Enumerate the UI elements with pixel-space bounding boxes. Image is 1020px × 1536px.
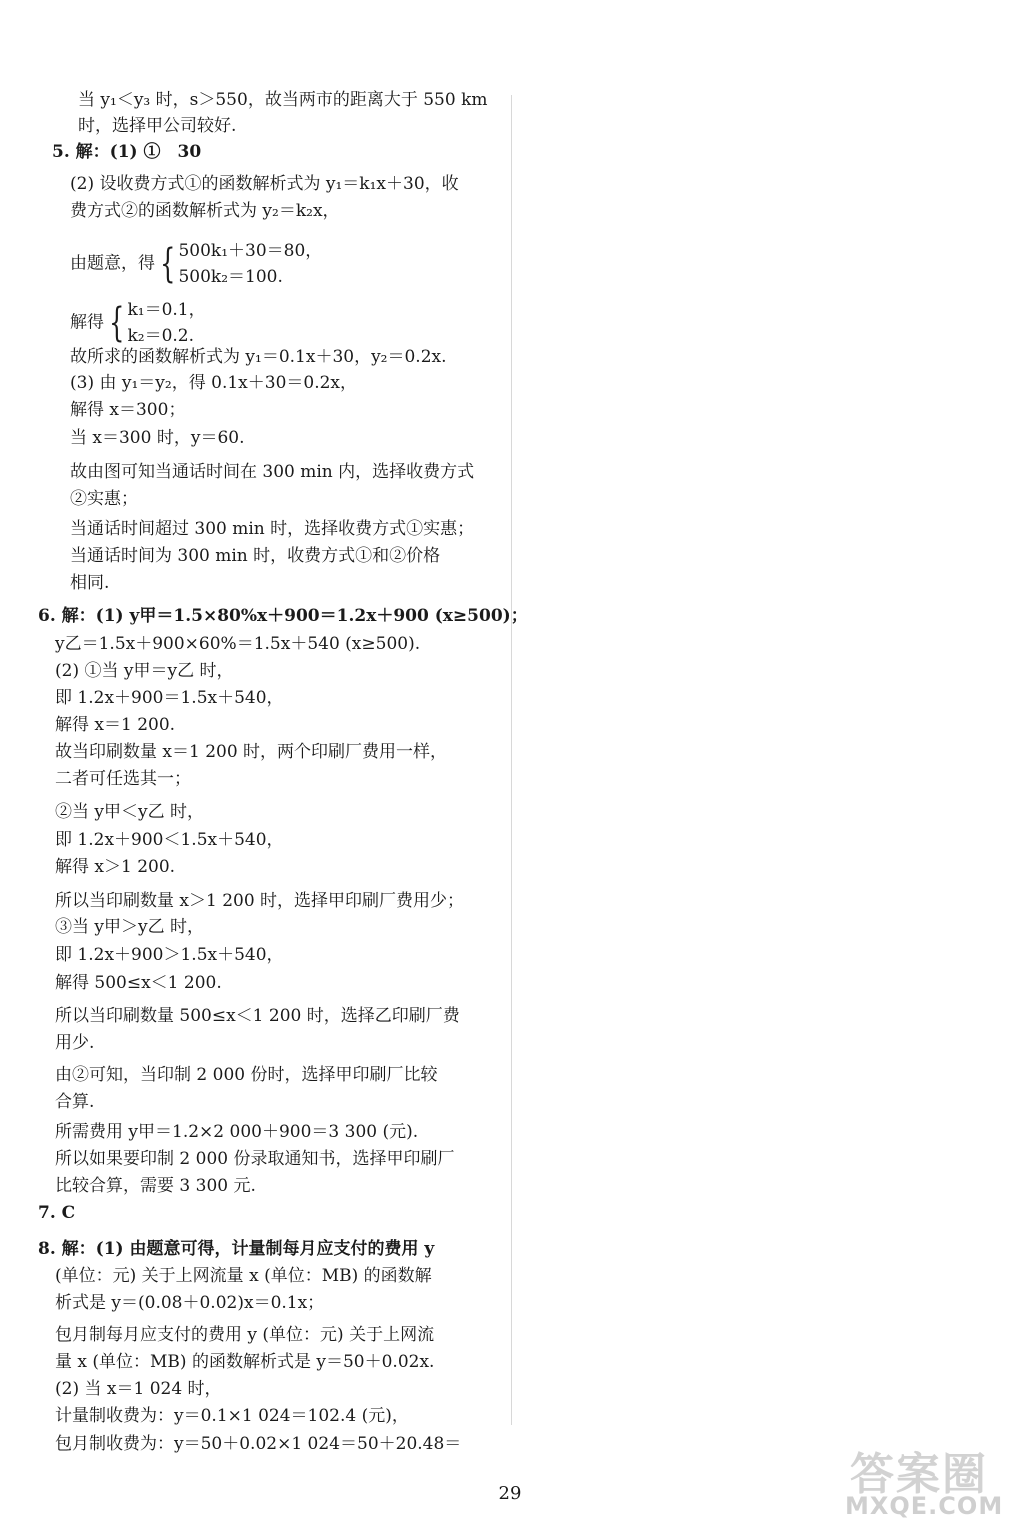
equation-system: 500k₁＋30＝80， 500k₂＝100. bbox=[178, 241, 323, 287]
text-line: 当 y₁＜y₃ 时，s＞550，故当两市的距离大于 550 km bbox=[78, 90, 488, 110]
text-line: 用少. bbox=[55, 1033, 95, 1053]
text-line: 比较合算，需要 3 300 元. bbox=[55, 1176, 256, 1196]
page-number: 29 bbox=[498, 1483, 522, 1504]
text-line: 计量制收费为：y＝0.1×1 024＝102.4 (元)， bbox=[55, 1406, 409, 1426]
text-line: 故所求的函数解析式为 y₁＝0.1x＋30，y₂＝0.2x. bbox=[70, 347, 447, 367]
question-5: 5. 解：(1) ① 30 bbox=[52, 142, 202, 162]
text-line: 当 x＝300 时，y＝60. bbox=[70, 428, 245, 448]
text-line: (单位：元) 关于上网流量 x (单位：MB) 的函数解 bbox=[55, 1266, 432, 1286]
column-divider bbox=[511, 95, 512, 1425]
text-line: 相同. bbox=[70, 573, 110, 593]
text-line: 包月制收费为：y＝50＋0.02×1 024＝50＋20.48＝ bbox=[55, 1434, 462, 1454]
text-line: ②实惠； bbox=[70, 489, 138, 509]
text-line: 解得 { k₁＝0.1， k₂＝0.2. bbox=[70, 297, 206, 321]
question-6: 6. 解：(1) y甲＝1.5×80%x＋900＝1.2x＋900 (x≥500)； bbox=[38, 606, 528, 626]
text-line: 当通话时间超过 300 min 时，选择收费方式①实惠； bbox=[70, 519, 475, 539]
text-line: 包月制每月应支付的费用 y (单位：元) 关于上网流 bbox=[55, 1325, 435, 1345]
text-line: (2) 当 x＝1 024 时， bbox=[55, 1379, 222, 1399]
text-line: 即 1.2x＋900＜1.5x＋540， bbox=[55, 830, 284, 850]
text-line: ③当 y甲＞y乙 时， bbox=[55, 917, 205, 937]
text-line: ②当 y甲＜y乙 时， bbox=[55, 802, 205, 822]
text-line: 所需费用 y甲＝1.2×2 000＋900＝3 300 (元). bbox=[55, 1122, 419, 1142]
text-line: 合算. bbox=[55, 1092, 95, 1112]
text-line: 析式是 y＝(0.08＋0.02)x＝0.1x； bbox=[55, 1293, 325, 1313]
text-line: 解得 x＝300； bbox=[70, 400, 186, 420]
text-line: 量 x (单位：MB) 的函数解析式是 y＝50＋0.02x. bbox=[55, 1352, 435, 1372]
text-line: 即 1.2x＋900＝1.5x＋540， bbox=[55, 688, 284, 708]
text-line: 费方式②的函数解析式为 y₂＝k₂x， bbox=[70, 201, 340, 221]
text-line: 即 1.2x＋900＞1.5x＋540， bbox=[55, 945, 284, 965]
text-line: 时，选择甲公司较好. bbox=[78, 116, 237, 136]
watermark-text: MXQE.COM bbox=[845, 1492, 1004, 1520]
question-7: 7. C bbox=[38, 1203, 76, 1223]
text-line: (2) ①当 y甲＝y乙 时， bbox=[55, 661, 234, 681]
equation-system: k₁＝0.1， k₂＝0.2. bbox=[127, 300, 206, 346]
text-line: 解得 x＝1 200. bbox=[55, 715, 176, 735]
text-line: 由②可知，当印制 2 000 份时，选择甲印刷厂比较 bbox=[55, 1065, 438, 1085]
text-line: 当通话时间为 300 min 时，收费方式①和②价格 bbox=[70, 546, 441, 566]
watermark-logo: 答案圈 bbox=[850, 1449, 988, 1500]
text-line: 由题意，得 { 500k₁＋30＝80， 500k₂＝100. bbox=[70, 238, 322, 262]
text-line: 所以当印刷数量 x＞1 200 时，选择甲印刷厂费用少； bbox=[55, 891, 465, 911]
text-line: y乙＝1.5x＋900×60%＝1.5x＋540 (x≥500). bbox=[55, 634, 421, 654]
text-line: 故由图可知当通话时间在 300 min 内，选择收费方式 bbox=[70, 462, 475, 482]
text-line: (2) 设收费方式①的函数解析式为 y₁＝k₁x＋30，收 bbox=[70, 174, 459, 194]
text-line: 故当印刷数量 x＝1 200 时，两个印刷厂费用一样， bbox=[55, 742, 448, 762]
text-line: 解得 x＞1 200. bbox=[55, 857, 176, 877]
text-line: (3) 由 y₁＝y₂，得 0.1x＋30＝0.2x， bbox=[70, 373, 358, 393]
question-8: 8. 解：(1) 由题意可得，计量制每月应支付的费用 y bbox=[38, 1239, 435, 1259]
text-line: 二者可任选其一； bbox=[55, 769, 191, 789]
text-line: 所以如果要印制 2 000 份录取通知书，选择甲印刷厂 bbox=[55, 1149, 455, 1169]
text-line: 所以当印刷数量 500≤x＜1 200 时，选择乙印刷厂费 bbox=[55, 1006, 460, 1026]
text-line: 解得 500≤x＜1 200. bbox=[55, 973, 222, 993]
